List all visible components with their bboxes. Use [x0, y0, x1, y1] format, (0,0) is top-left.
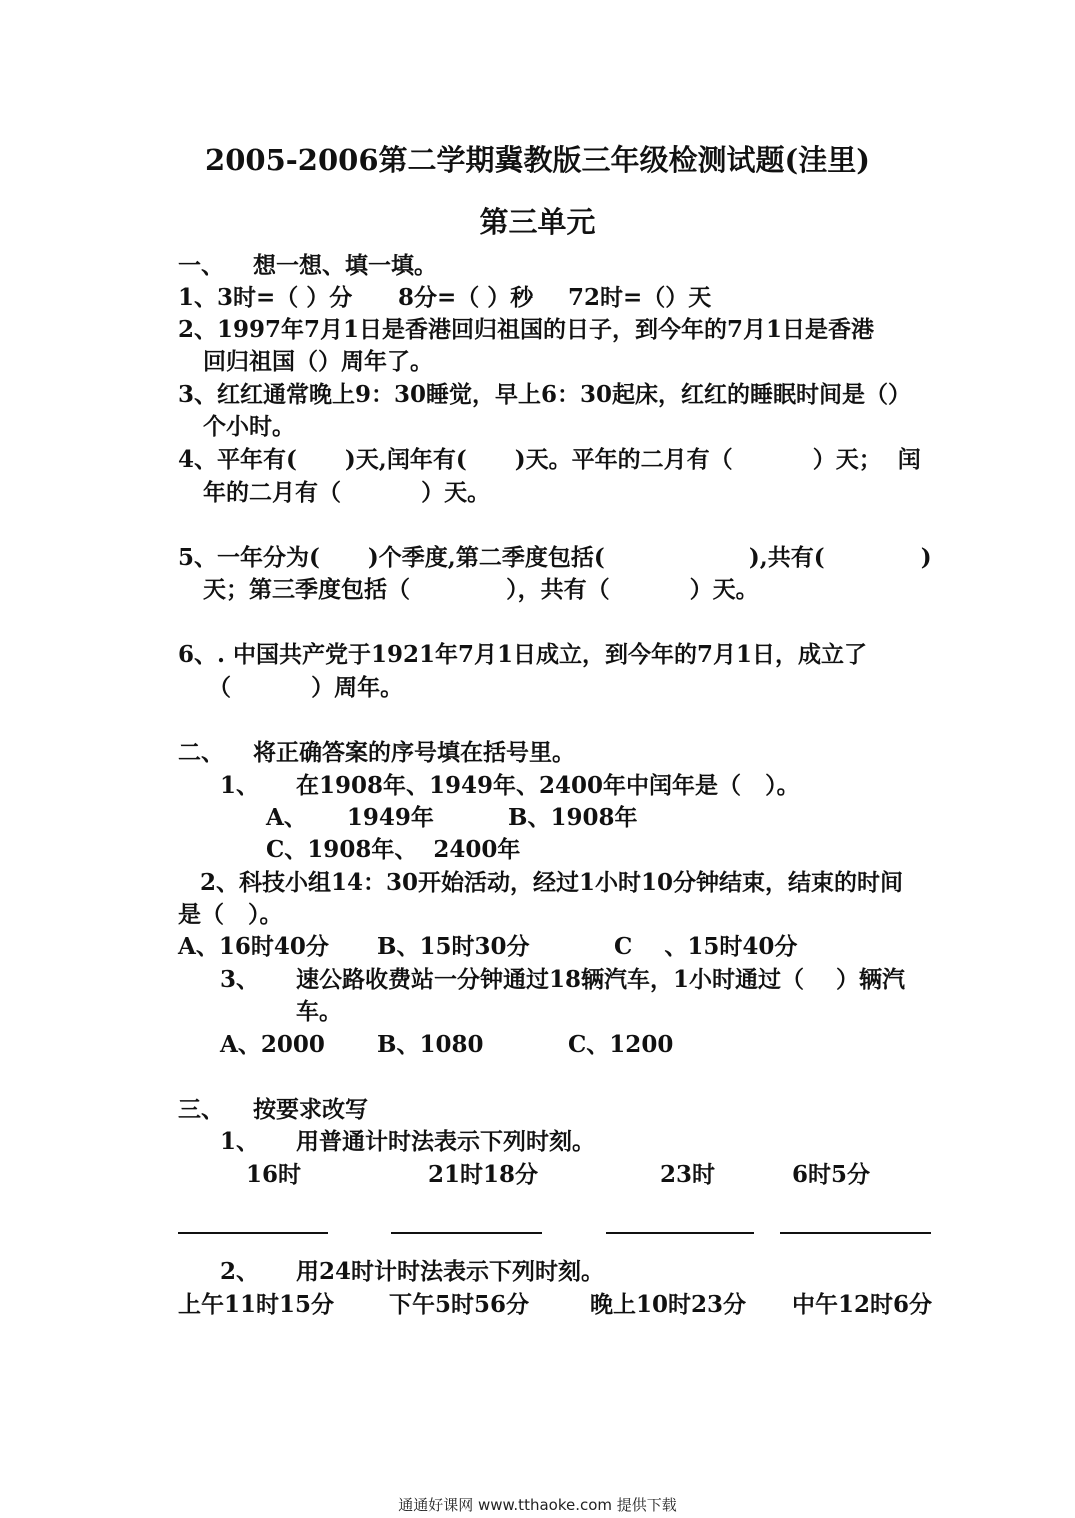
q1-5-line1: 5、一年分为( )个季度,第二季度包括( ),共有( ): [178, 544, 932, 571]
q2-1-number: 1、: [220, 772, 260, 799]
q2-2-option-c: C 、15时40分: [614, 933, 798, 960]
q2-3-option-b: B、1080: [377, 1031, 484, 1058]
q2-3-line1: 速公路收费站一分钟通过18辆汽车，1小时通过（ ）辆汽: [296, 966, 906, 993]
page-title: 2005-2006第二学期冀教版三年级检测试题(洼里): [205, 143, 870, 177]
q1-5-line2: 天；第三季度包括（ ），共有（ ）天。: [203, 576, 759, 603]
section1-heading-number: 一、: [178, 252, 224, 279]
answer-blank-line: [780, 1232, 931, 1234]
q3-2-time: 中午12时6分: [792, 1291, 933, 1318]
answer-blank-line: [391, 1232, 542, 1234]
section1-heading-text: 想一想、填一填。: [253, 252, 437, 279]
q3-2-time: 晚上10时23分: [590, 1291, 747, 1318]
q2-3-option-a: A、2000: [220, 1031, 325, 1058]
q2-1-option-b: B、1908年: [508, 804, 638, 831]
page-subtitle: 第三单元: [479, 205, 596, 239]
q1-2-line2: 回归祖国（）周年了。: [203, 348, 433, 375]
q2-1-text: 在1908年、1949年、2400年中闰年是（ ）。: [296, 772, 800, 799]
q2-2-option-a: A、16时40分: [178, 933, 329, 960]
q2-2-line1: 2、科技小组14：30开始活动，经过1小时10分钟结束，结束的时间: [200, 869, 904, 896]
q2-3-number: 3、: [220, 966, 260, 993]
q3-1-time: 6时5分: [792, 1161, 871, 1188]
answer-blank-line: [178, 1232, 328, 1234]
q1-3-line2: 个小时。: [203, 413, 295, 440]
section2-heading-text: 将正确答案的序号填在括号里。: [253, 739, 575, 766]
section2-heading-number: 二、: [178, 739, 224, 766]
answer-blank-line: [606, 1232, 754, 1234]
q1-4-line2: 年的二月有（ ）天。: [203, 479, 491, 506]
q1-1-part-c: 72时=（）天: [568, 284, 712, 311]
q2-3-option-c: C、1200: [568, 1031, 674, 1058]
q1-6-line2: （ ）周年。: [208, 674, 404, 701]
q2-1-option-c: C、1908年、 2400年: [266, 836, 521, 863]
q3-2-time: 下午5时56分: [389, 1291, 530, 1318]
q1-2-line1: 2、1997年7月1日是香港回归祖国的日子，到今年的7月1日是香港: [178, 316, 875, 343]
q1-6-line1: 6、. 中国共产党于1921年7月1日成立，到今年的7月1日，成立了: [178, 641, 868, 668]
q3-2-number: 2、: [220, 1258, 260, 1285]
q1-4-line1: 4、平年有( )天,闰年有( )天。平年的二月有（ ）天； 闰: [178, 446, 921, 473]
q1-1-part-b: 8分=（ ）秒: [398, 284, 534, 311]
q3-1-time: 16时: [246, 1161, 302, 1188]
q1-3-line1: 3、红红通常晚上9：30睡觉，早上6：30起床，红红的睡眠时间是（）: [178, 381, 912, 408]
section3-heading-number: 三、: [178, 1096, 224, 1123]
q2-2-option-b: B、15时30分: [377, 933, 530, 960]
q3-2-time: 上午11时15分: [178, 1291, 335, 1318]
q2-2-line2: 是（ ）。: [178, 901, 283, 928]
q1-1-part-a: 1、3时=（ ）分: [178, 284, 353, 311]
q2-3-line2: 车。: [296, 998, 342, 1025]
footer-source-note: 通通好课网 www.tthaoke.com 提供下载: [398, 1496, 677, 1514]
q3-1-text: 用普通计时法表示下列时刻。: [296, 1128, 595, 1155]
q3-1-number: 1、: [220, 1128, 260, 1155]
section3-heading-text: 按要求改写: [253, 1096, 368, 1123]
q3-1-time: 23时: [660, 1161, 716, 1188]
q3-2-text: 用24时计时法表示下列时刻。: [296, 1258, 605, 1285]
q2-1-option-a: A、 1949年: [266, 804, 434, 831]
q3-1-time: 21时18分: [428, 1161, 539, 1188]
